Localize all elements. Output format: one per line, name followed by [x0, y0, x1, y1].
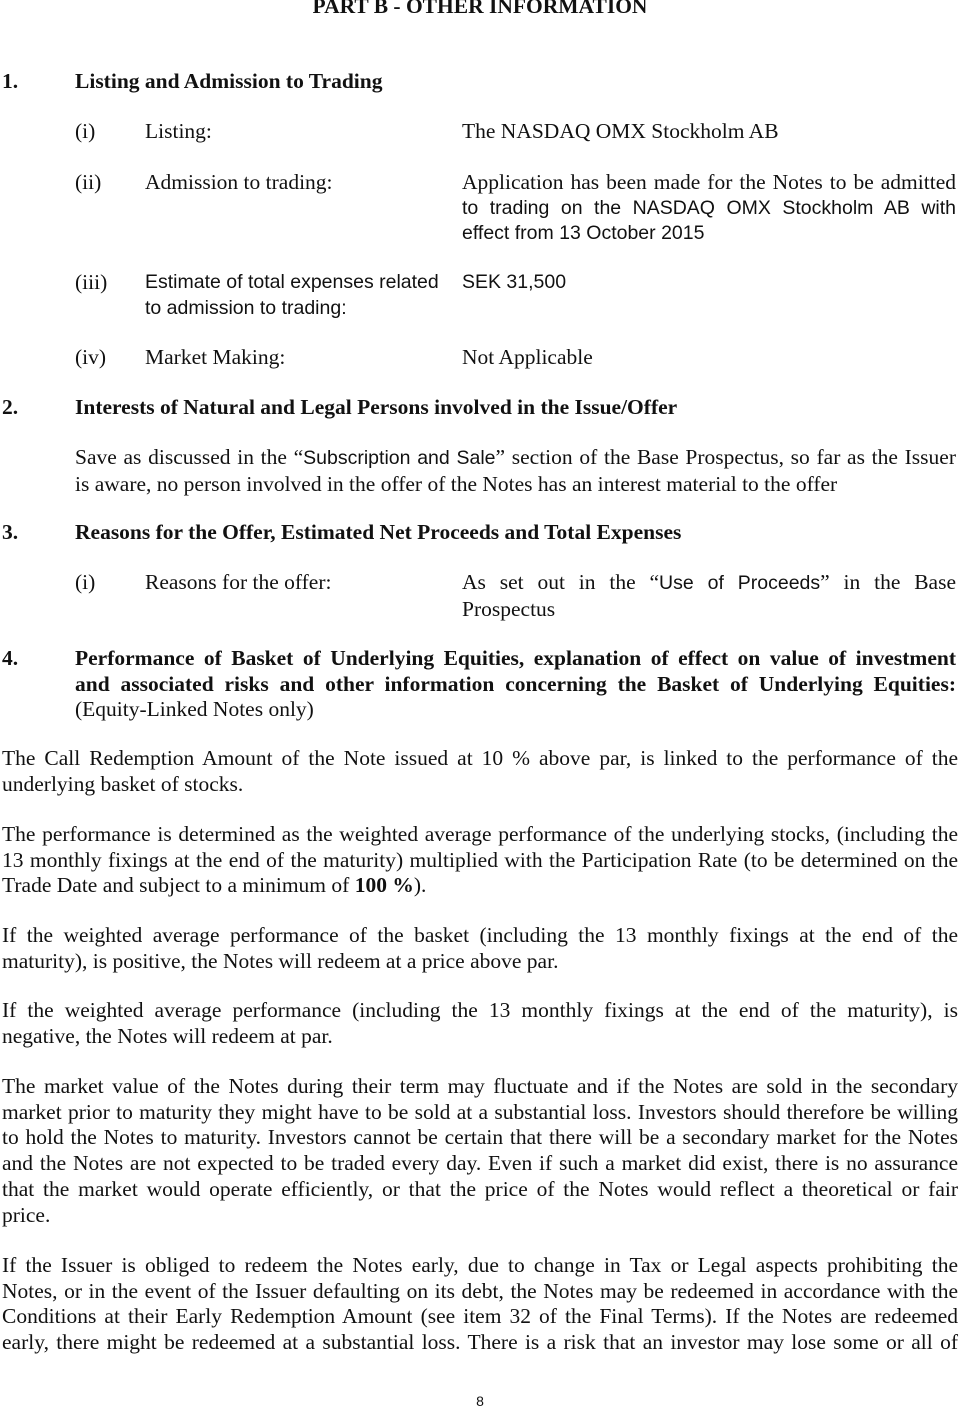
paragraph-line: Conditions at their Early Redemption Amount (see item 32 of the Final Terms). If the Notes are redeemed [2, 1304, 958, 1329]
section-heading: Interests of Natural and Legal Persons involved in the Issue/Offer [75, 395, 678, 419]
paragraph-line: to hold the Notes to maturity. Investors cannot be certain that there will be a secondary market for the Notes [2, 1125, 958, 1150]
paragraph-positive-performance [2, 923, 958, 974]
paragraph-market-value [2, 1074, 958, 1228]
value-line: to trading on the NASDAQ OMX Stockholm AB with [462, 196, 956, 219]
item-number: (ii) [75, 170, 102, 194]
paragraph-line: If the Issuer is obliged to redeem the Notes early, due to change in Tax or Legal aspects prohibiting the [2, 1253, 958, 1277]
item-value: SEK 31,500 [462, 271, 567, 293]
paragraph-line: is aware, no person involved in the offer of the Notes has an interest material to the offer [75, 471, 838, 496]
line-text: As set out in the “ [462, 570, 660, 594]
item-number: (i) [75, 119, 96, 143]
paragraph-negative-performance [2, 998, 958, 1049]
item-label: Admission to trading: [145, 170, 333, 194]
paragraph-line: 13 monthly fixings at the end of the maturity) multiplied with the Participation Rate (to be determined on the [2, 847, 958, 872]
paragraph-line [75, 445, 956, 472]
item-label: Reasons for the offer: [145, 570, 332, 594]
item-value: The NASDAQ OMX Stockholm AB [462, 119, 779, 143]
paragraph-line: The market value of the Notes during their term may fluctuate and if the Notes are sold in the secondary [2, 1074, 958, 1098]
section-number: 3. [2, 520, 19, 544]
paragraph-line: The Call Redemption Amount of the Note issued at 10 % above par, is linked to the performance of the [2, 746, 958, 770]
value-line: Prospectus [462, 596, 556, 621]
value-line: effect from 13 October 2015 [462, 222, 705, 245]
item-label: Listing: [145, 119, 212, 143]
value-line: Application has been made for the Notes to be admitted [462, 170, 956, 194]
item-number: (iii) [75, 270, 108, 294]
label-line: Estimate of total expenses related [145, 271, 439, 293]
paragraph-line: If the weighted average performance (including the 13 monthly fixings at the end of the maturity), is [2, 998, 958, 1022]
paragraph [75, 445, 956, 497]
line-text: Trade Date and subject to a minimum of [2, 873, 355, 898]
section-heading: Reasons for the Offer, Estimated Net Proceeds and Total Expenses [75, 520, 682, 544]
line-text: ” section of the Base Prospectus, so far as the Issuer [495, 445, 956, 469]
paragraph-line: underlying basket of stocks. [2, 771, 244, 796]
paragraph-call-redemption [2, 746, 958, 797]
section-heading [75, 646, 956, 723]
paragraph-early-redemption [2, 1253, 958, 1356]
paragraph-line: maturity), is positive, the Notes will redeem at a price above par. [2, 948, 559, 973]
paragraph-performance [2, 822, 958, 899]
item-value [462, 170, 956, 247]
quoted-section-title: Subscription and Sale [303, 447, 496, 469]
paragraph-line: If the weighted average performance of the basket (including the 13 monthly fixings at the end of the [2, 923, 958, 947]
heading-line: and associated risks and other information concerning the Basket of Underlying Equities: [75, 671, 956, 696]
section-number: 2. [2, 395, 19, 419]
quoted-section-title: Use of Proceeds [659, 572, 821, 594]
heading-line: Performance of Basket of Underlying Equities, explanation of effect on value of investment [75, 646, 956, 670]
page-title: PART B - OTHER INFORMATION [312, 0, 648, 18]
line-text: ” in the Base [820, 570, 957, 594]
line-text: Save as discussed in the “ [75, 445, 304, 469]
item-label: Market Making: [145, 345, 286, 369]
paragraph-line: negative, the Notes will redeem at par. [2, 1023, 333, 1048]
page-number: 8 [476, 1393, 484, 1409]
item-value: Not Applicable [462, 345, 593, 369]
section-number: 4. [2, 646, 19, 670]
heading-note: (Equity-Linked Notes only) [75, 697, 314, 722]
section-heading: Listing and Admission to Trading [75, 69, 383, 93]
paragraph-line: price. [2, 1202, 51, 1227]
item-number: (iv) [75, 345, 107, 369]
label-line: to admission to trading: [145, 296, 347, 319]
item-number: (i) [75, 570, 96, 594]
paragraph-line: Notes, or in the event of the Issuer defaulting on its debt, the Notes may be redeemed in accordance with the [2, 1278, 958, 1303]
paragraph-line: that the market would operate efficiently, or that the price of the Notes would reflect a theoretical or fair [2, 1176, 958, 1201]
paragraph-line: The performance is determined as the weighted average performance of the underlying stocks, (including the [2, 822, 958, 846]
paragraph-line: and the Notes are not expected to be traded every day. Even if such a market did exist, there is no assurance [2, 1151, 958, 1176]
paragraph-line: market prior to maturity they might have to be sold at a substantial loss. Investors should therefore be willing [2, 1099, 958, 1124]
line-text: ). [413, 873, 427, 898]
item-label [145, 270, 445, 321]
value-line [462, 570, 956, 597]
item-value [462, 570, 956, 622]
minimum-participation-rate: 100 % [354, 873, 414, 898]
paragraph-line: early, there might be redeemed at a substantial loss. There is a risk that an investor may lose some or all of [2, 1330, 958, 1355]
section-number: 1. [2, 69, 19, 93]
paragraph-line [2, 873, 958, 899]
